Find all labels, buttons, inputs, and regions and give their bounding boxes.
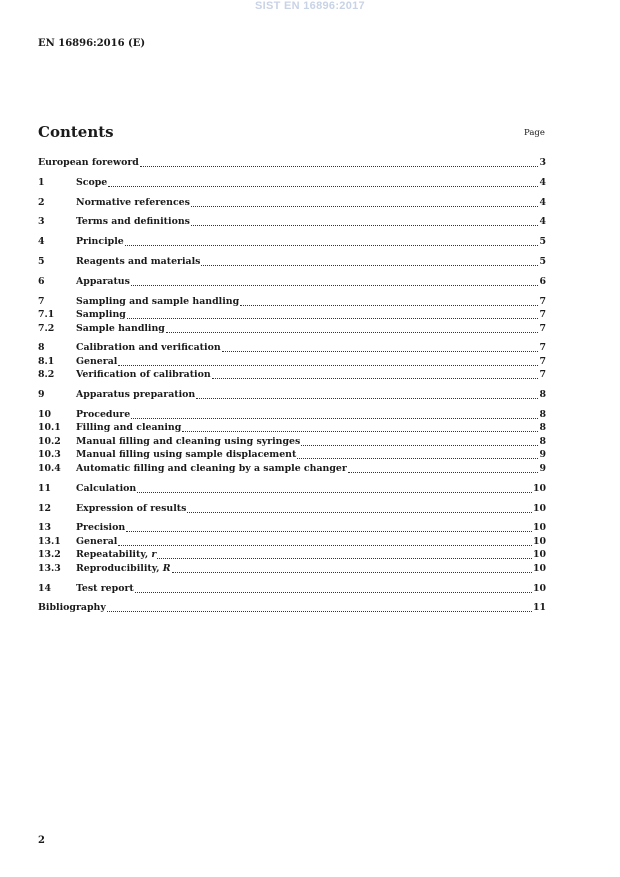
- dot-leader: [131, 285, 539, 286]
- toc-entry[interactable]: [38, 582, 546, 596]
- toc-entry-number: 10.2: [38, 435, 61, 447]
- toc-entry-number: 12: [38, 502, 52, 514]
- dot-leader: [137, 492, 532, 493]
- toc-entry-title: Repeatability, r: [76, 549, 157, 561]
- toc-entry-number: 9: [38, 389, 45, 401]
- dot-leader: [157, 558, 532, 559]
- dot-leader: [212, 378, 539, 379]
- toc-entry-number: 13.1: [38, 535, 61, 547]
- toc-entry-title: Bibliography: [38, 602, 106, 614]
- toc-entry-number: 8.2: [38, 369, 55, 381]
- toc-entry-page: 7: [539, 309, 546, 321]
- toc-entry-title: Scope: [76, 176, 108, 188]
- toc-entry-page: 7: [539, 342, 546, 354]
- toc-entry-page: 10: [532, 562, 546, 574]
- toc-entry[interactable]: [38, 388, 546, 402]
- toc-entry[interactable]: [38, 462, 546, 476]
- toc-entry-number: 5: [38, 255, 45, 267]
- toc-entry-number: 8.1: [38, 355, 55, 367]
- toc-entry-title: General: [76, 535, 118, 547]
- dot-leader: [125, 245, 539, 246]
- toc-entry[interactable]: [38, 548, 546, 562]
- toc-entry-title: Apparatus: [76, 275, 130, 287]
- toc-entry-title: Expression of results: [76, 502, 187, 514]
- toc-entry-number: 8: [38, 342, 45, 354]
- toc-entry[interactable]: [38, 448, 546, 462]
- toc-entry[interactable]: [38, 355, 546, 369]
- toc-entry-page: 4: [539, 196, 546, 208]
- toc-entry-page: 5: [539, 236, 546, 248]
- dot-leader: [127, 318, 539, 319]
- toc-entry-title: Filling and cleaning: [76, 422, 182, 434]
- toc-entry-number: 2: [38, 196, 45, 208]
- toc-entry[interactable]: [38, 295, 546, 309]
- toc-entry[interactable]: [38, 535, 546, 549]
- toc-entry-page: 9: [539, 462, 546, 474]
- toc-entry-page: 10: [532, 482, 546, 494]
- toc-entry-title: Calculation: [76, 482, 137, 494]
- toc-entry-title: Sampling: [76, 309, 126, 321]
- toc-entry-title: Calibration and verification: [76, 342, 221, 354]
- toc-entry[interactable]: [38, 156, 546, 170]
- toc-entry[interactable]: [38, 421, 546, 435]
- dot-leader: [135, 592, 532, 593]
- toc-entry[interactable]: [38, 562, 546, 576]
- dot-leader: [240, 305, 538, 306]
- dot-leader: [222, 351, 539, 352]
- dot-leader: [140, 166, 539, 167]
- dot-leader: [191, 206, 539, 207]
- dot-leader: [118, 365, 538, 366]
- toc-entry[interactable]: [38, 308, 546, 322]
- toc-entry-number: 13: [38, 522, 52, 534]
- toc-entry-number: 4: [38, 236, 45, 248]
- toc-entry-page: 8: [539, 422, 546, 434]
- toc-entry-page: 9: [539, 449, 546, 461]
- toc-entry-title: Automatic filling and cleaning by a sample changer: [76, 462, 347, 474]
- toc-entry[interactable]: [38, 255, 546, 269]
- toc-entry[interactable]: [38, 521, 546, 535]
- toc-entry-number: 10.1: [38, 422, 61, 434]
- toc-entry-page: 10: [532, 535, 546, 547]
- dot-leader: [196, 398, 538, 399]
- toc-entry-page: 10: [532, 522, 546, 534]
- toc-entry[interactable]: [38, 368, 546, 382]
- dot-leader: [301, 445, 538, 446]
- toc-entry-number: 13.2: [38, 549, 61, 561]
- toc-entry[interactable]: [38, 341, 546, 355]
- toc-entry-page: 8: [539, 435, 546, 447]
- toc-entry-page: 3: [539, 157, 546, 168]
- toc-entry-number: 10.3: [38, 449, 61, 461]
- toc-entry-title: Reproducibility, R: [76, 562, 171, 574]
- toc-entry-page: 5: [539, 255, 546, 267]
- toc-entry-page: 11: [532, 602, 546, 614]
- toc-entry-page: 6: [539, 275, 546, 287]
- toc-entry-title: Sampling and sample handling: [76, 295, 240, 307]
- toc-entry-number: 13.3: [38, 562, 61, 574]
- toc-entry-number: 7: [38, 295, 45, 307]
- toc-entry-page: 7: [539, 322, 546, 334]
- toc-entry[interactable]: [38, 235, 546, 249]
- toc-entry-page: 7: [539, 295, 546, 307]
- toc-entry-page: 10: [532, 502, 546, 514]
- dot-leader: [166, 332, 539, 333]
- page-number: 2: [38, 835, 45, 846]
- toc-entry-number: 7.1: [38, 309, 55, 321]
- dot-leader: [108, 186, 538, 187]
- dot-leader: [118, 545, 532, 546]
- dot-leader: [126, 531, 532, 532]
- toc-entry-page: 8: [539, 408, 546, 420]
- toc-entry-number: 14: [38, 582, 52, 594]
- toc-entry-title: European foreword: [38, 157, 139, 168]
- toc-entry-number: 6: [38, 275, 45, 287]
- toc-entry-page: 10: [532, 549, 546, 561]
- dot-leader: [297, 458, 538, 459]
- toc-entry-title: Manual filling and cleaning using syringes: [76, 435, 301, 447]
- toc-entry-number: 10: [38, 408, 52, 420]
- toc-entry[interactable]: [38, 215, 546, 229]
- toc-entry-title: Reagents and materials: [76, 255, 201, 267]
- page-column-label: Page: [524, 128, 545, 138]
- dot-leader: [191, 225, 539, 226]
- dot-leader: [187, 512, 532, 513]
- toc-entry-title: Test report: [76, 582, 134, 594]
- toc-entry-page: 7: [539, 355, 546, 367]
- toc-entry-title: General: [76, 355, 118, 367]
- toc-entry-title: Sample handling: [76, 322, 165, 334]
- toc-entry[interactable]: [38, 176, 546, 190]
- toc-entry-title: Manual filling using sample displacement: [76, 449, 297, 461]
- toc-entry-number: 7.2: [38, 322, 55, 334]
- toc-entry-number: 11: [38, 482, 52, 494]
- toc-entry[interactable]: [38, 275, 546, 289]
- toc-entry[interactable]: [38, 322, 546, 336]
- dot-leader: [107, 611, 532, 612]
- watermark: SIST EN 16896:2017: [255, 0, 365, 12]
- toc-entry[interactable]: [38, 408, 546, 422]
- dot-leader: [131, 418, 538, 419]
- toc-entry-page: 10: [532, 582, 546, 594]
- toc-entry-page: 7: [539, 369, 546, 381]
- toc-entry-number: 10.4: [38, 462, 61, 474]
- toc-entry-title: Precision: [76, 522, 126, 534]
- toc-entry-title: Principle: [76, 236, 124, 248]
- toc-entry-title: Verification of calibration: [76, 369, 211, 381]
- toc-entry-page: 4: [539, 216, 546, 228]
- toc-entry-number: 1: [38, 176, 45, 188]
- toc-entry-page: 8: [539, 389, 546, 401]
- dot-leader: [172, 572, 532, 573]
- toc-entry[interactable]: [38, 601, 546, 615]
- toc-entry[interactable]: [38, 482, 546, 496]
- toc-entry-title: Apparatus preparation: [76, 389, 196, 401]
- dot-leader: [201, 265, 538, 266]
- toc-entry-title: Normative references: [76, 196, 190, 208]
- toc-entry[interactable]: [38, 435, 546, 449]
- toc-entry-number: 3: [38, 216, 45, 228]
- toc-entry-title: Procedure: [76, 408, 131, 420]
- contents-title: Contents: [38, 123, 114, 141]
- table-of-contents: [38, 156, 546, 615]
- toc-entry[interactable]: [38, 502, 546, 516]
- toc-entry-page: 4: [539, 176, 546, 188]
- toc-entry-title: Terms and definitions: [76, 216, 190, 228]
- dot-leader: [182, 431, 538, 432]
- toc-entry[interactable]: [38, 196, 546, 210]
- document-id: EN 16896:2016 (E): [38, 38, 146, 49]
- dot-leader: [348, 472, 539, 473]
